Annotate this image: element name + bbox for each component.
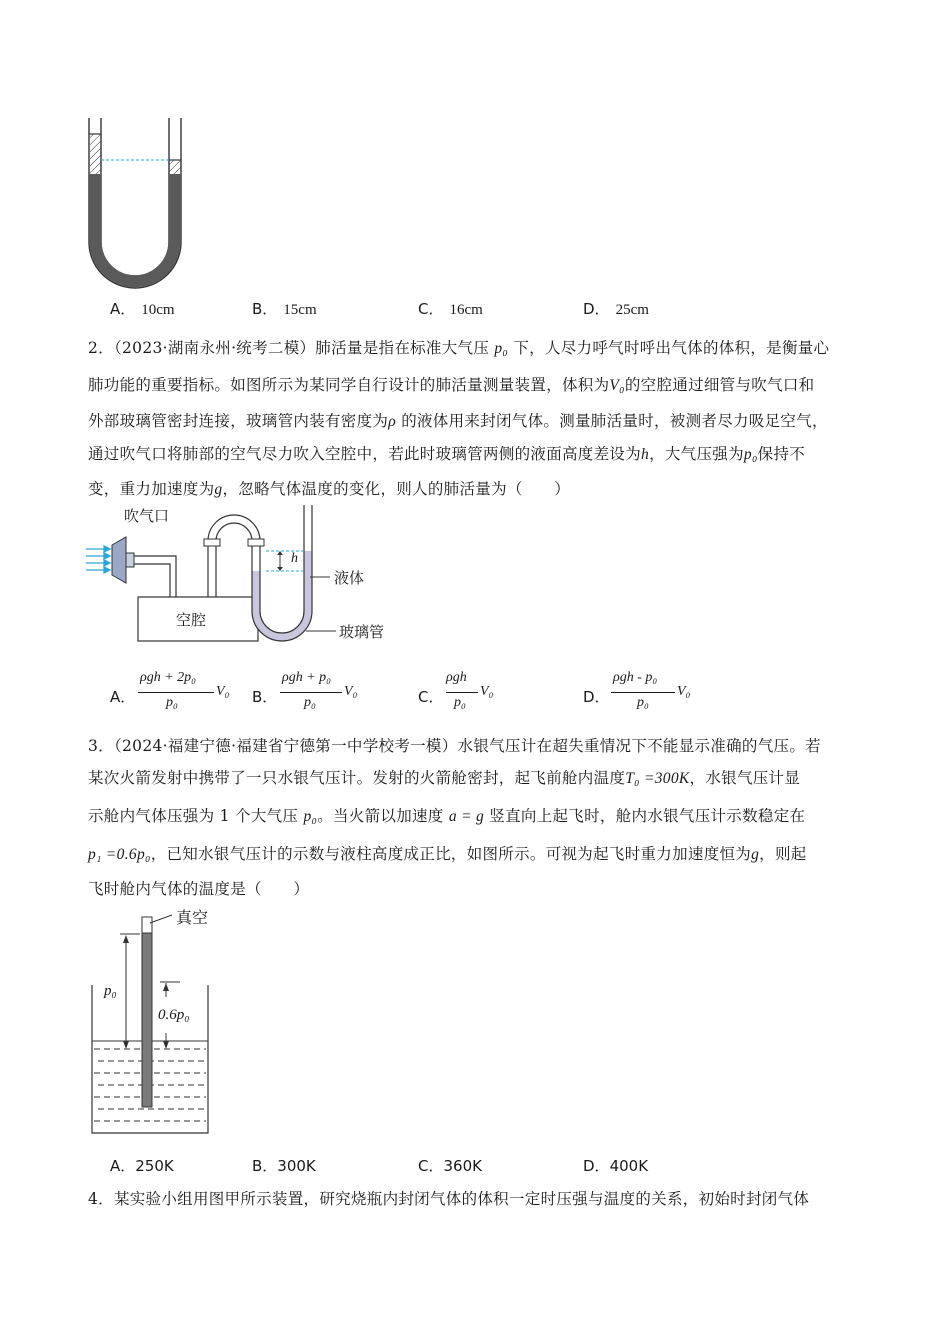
option-value: 10cm: [141, 302, 175, 318]
q2-option-d[interactable]: [583, 670, 723, 716]
q3-option-b[interactable]: [252, 1155, 316, 1176]
option-letter: D．: [583, 1157, 610, 1175]
q2-option-c[interactable]: [418, 670, 538, 716]
q3-option-c[interactable]: [418, 1155, 482, 1176]
fraction-denominator: p₀: [304, 695, 316, 710]
fraction-numerator: ρgh: [446, 670, 467, 685]
label-0-6-p0: 0.6p₀: [158, 1007, 190, 1023]
option-letter: B．: [252, 300, 278, 318]
math-T0: T₀ =300K: [625, 770, 690, 787]
q3-option-d[interactable]: [583, 1155, 648, 1176]
math-p0: p₀: [743, 446, 758, 463]
fraction-numerator: ρgh - p₀: [613, 670, 658, 685]
q1-option-c[interactable]: [418, 298, 483, 319]
option-letter: D．: [583, 300, 610, 318]
option-value: 250K: [135, 1157, 174, 1175]
q3-line-4: p₁ =0.6p₀，已知水银气压计的示数与液柱高度成正比，如图所示。可视为起飞时重力加速度恒为g，则起: [88, 845, 807, 863]
q2-option-b[interactable]: [252, 670, 392, 716]
q3-line-1: 3．（2024·福建宁德·福建省宁德第一中学校考一模）水银气压计在超失重情况下不能显示准确的气压。若: [88, 737, 821, 755]
math-p1: p₁ =0.6p₀: [88, 846, 151, 863]
fraction-factor: V₀: [216, 684, 230, 699]
option-letter: C．: [418, 688, 444, 706]
q2-line-2: 肺功能的重要指标。如图所示为某同学自行设计的肺活量测量装置，体积为V₀的空腔通过细管与吹气口和: [88, 376, 815, 394]
option-letter: B．: [252, 1157, 278, 1175]
q3-line-5: 飞时舱内气体的温度是（ ）: [88, 880, 310, 898]
q2-option-a[interactable]: [110, 670, 250, 716]
option-value: 300K: [277, 1157, 316, 1175]
math-p0: p₀: [303, 808, 318, 825]
barometer-drawing: [90, 903, 220, 1139]
q1-option-a[interactable]: [110, 298, 175, 319]
fraction-denominator: p₀: [454, 695, 466, 710]
label-vacuum: 真空: [176, 908, 209, 927]
fraction-denominator: p₀: [166, 695, 178, 710]
fraction-numerator: ρgh + 2p₀: [140, 670, 197, 685]
q2-line-4: 通过吹气口将肺部的空气尽力吹入空腔中，若此时玻璃管两侧的液面高度差设为h，大气压强为p₀保持不: [88, 445, 806, 463]
option-value: 16cm: [449, 302, 483, 318]
barometer-figure: [90, 903, 220, 1139]
option-value: 25cm: [615, 302, 649, 318]
option-value: 400K: [609, 1157, 649, 1175]
label-h: h: [291, 551, 298, 566]
fraction-factor: V₀: [677, 684, 691, 699]
math-p0: p₀: [494, 340, 509, 357]
math-rho: ρ: [388, 413, 396, 430]
option-value: 360K: [443, 1157, 482, 1175]
fraction-factor: V₀: [480, 684, 494, 699]
option-letter: C．: [418, 1157, 444, 1175]
fraction-factor: V₀: [344, 684, 358, 699]
fraction-bar: [611, 692, 675, 693]
label-cavity: 空腔: [176, 611, 207, 629]
q1-option-d[interactable]: [583, 298, 649, 319]
math-h: h: [641, 446, 650, 463]
q1-option-b[interactable]: [252, 298, 317, 319]
fraction-bar: [446, 692, 478, 693]
option-letter: D．: [583, 688, 610, 706]
label-p0: p₀: [104, 983, 117, 999]
q2-line-3: 外部玻璃管密封连接，玻璃管内装有密度为ρ 的液体用来封闭气体。测量肺活量时，被测者尽力吸足空气，: [88, 412, 828, 430]
option-letter: A．: [110, 1157, 136, 1175]
q2-line-5: 变，重力加速度为g，忽略气体温度的变化，则人的肺活量为（ ）: [88, 480, 571, 498]
fraction-numerator: ρgh + p₀: [282, 670, 332, 685]
math-g: g: [214, 481, 223, 498]
q3-line-3: 示舱内气体压强为 1 个大气压 p₀。当火箭以加速度 a = g 竖直向上起飞时，舱内水银气压计示数稳定在: [88, 807, 806, 825]
spirometer-figure: [84, 503, 414, 653]
label-inlet: 吹气口: [124, 507, 170, 525]
label-liquid: 液体: [334, 569, 365, 587]
option-letter: C．: [418, 300, 444, 318]
q3-option-a[interactable]: [110, 1155, 174, 1176]
math-V0: V₀: [609, 377, 625, 394]
math-a-eq-g: a = g: [448, 808, 485, 825]
q3-line-2: 某次火箭发射中携带了一只水银气压计。发射的火箭舱密封，起飞前舱内温度T₀ =300K，水银气压计显: [88, 769, 801, 787]
label-glass-tube: 玻璃管: [339, 623, 385, 641]
fraction-denominator: p₀: [637, 695, 649, 710]
option-letter: A．: [110, 688, 136, 706]
fraction-bar: [280, 692, 342, 693]
math-g: g: [751, 846, 760, 863]
option-letter: A．: [110, 300, 136, 318]
option-value: 15cm: [283, 302, 317, 318]
q4-line-1: 4．某实验小组用图甲所示装置，研究烧瓶内封闭气体的体积一定时压强与温度的关系，初始时封闭气体: [88, 1190, 810, 1208]
option-letter: B．: [252, 688, 278, 706]
fraction-bar: [138, 692, 214, 693]
u-tube-figure: [80, 112, 190, 290]
q2-line-1: 2．（2023·湖南永州·统考二模）肺活量是指在标准大气压 p₀ 下，人尽力呼气时呼出气体的体积，是衡量心: [88, 339, 830, 357]
